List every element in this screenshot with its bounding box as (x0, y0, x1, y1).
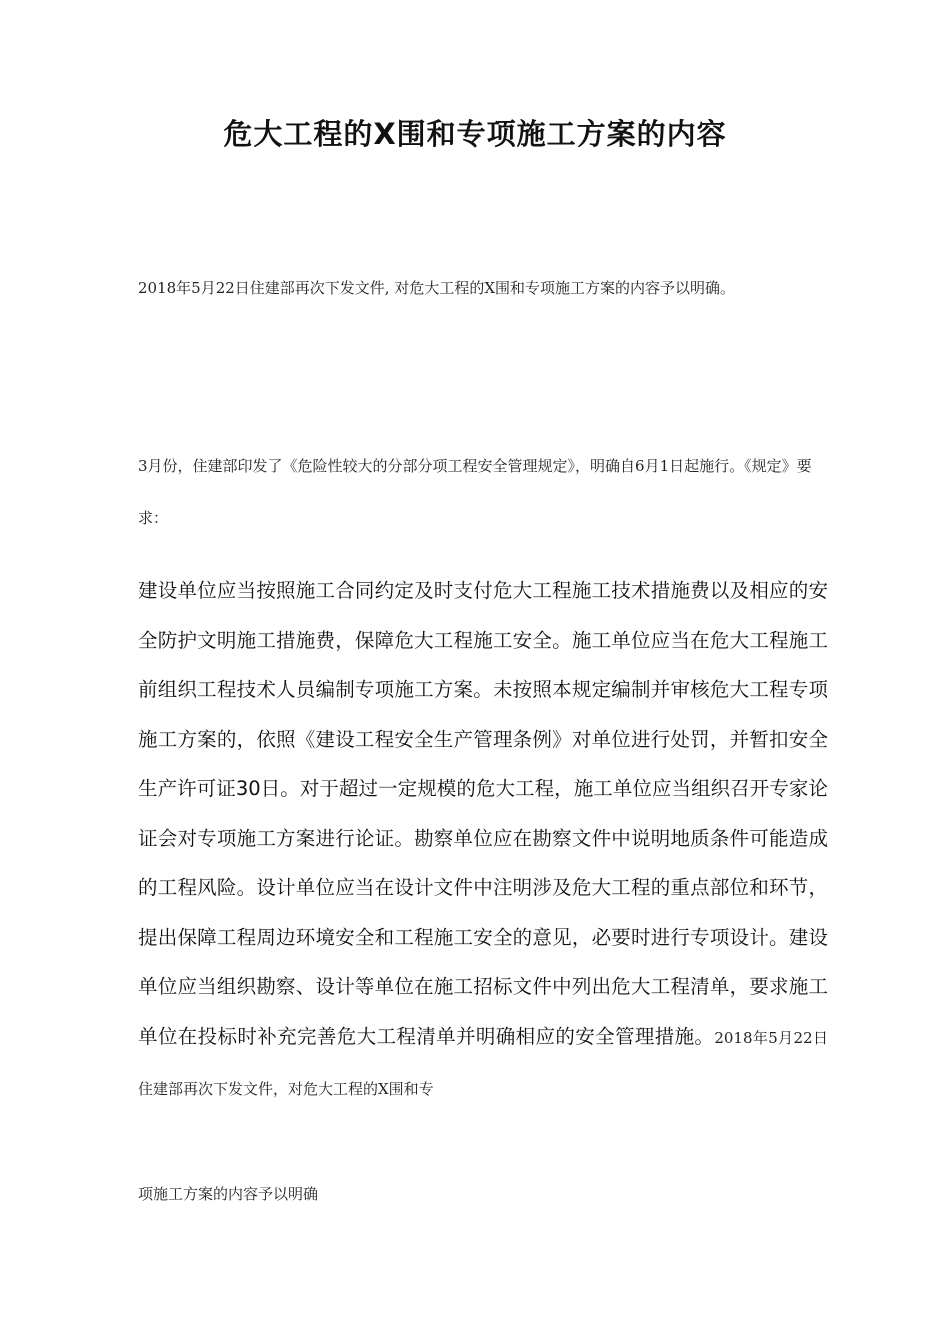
intro-paragraph: 2018年5月22日住建部再次下发文件, 对危大工程的X围和专项施工方案的内容予以明确。 (138, 279, 736, 297)
main-body-paragraph (138, 566, 828, 1115)
closing-line: 项施工方案的内容予以明确 (138, 1185, 319, 1203)
repeated-intro-text: 2018年5月22日住建部再次下发文件，对危大工程的X围和专 (138, 1028, 828, 1098)
document-title: 危大工程的X围和专项施工方案的内容 (223, 117, 727, 151)
main-body-text: 建设单位应当按照施工合同约定及时支付危大工程施工技术措施费以及相应的安全防护文明施工措施费，保障危大工程施工安全。施工单位应当在危大工程施工前组织工程技术人员编制专项施工方案。未按照本规定编制并审核危大工程专项施工方案的，依照《建设工程安全生产管理条例》对单位进行处罚，并暂扣安全生产许可证30日。对于超过一定规模的危大工程，施工单位应当组织召开专家论证会对专项施工方案进行论证。勘察单位应在勘察文件中说明地质条件可能造成的工程风险。设计单位应当在设计文件中注明涉及危大工程的重点部位和环节，提出保障工程周边环境安全和工程施工安全的意见，必要时进行专项设计。建设单位应当组织勘察、设计等单位在施工招标文件中列出危大工程清单，要求施工单位在投标时补充完善危大工程清单并明确相应的安全管理措施。 (138, 579, 828, 1048)
regulation-paragraph: 3月份，住建部印发了《危险性较大的分部分项工程安全管理规定》，明确自6月1日起施行。《规定》要求： (138, 457, 812, 527)
